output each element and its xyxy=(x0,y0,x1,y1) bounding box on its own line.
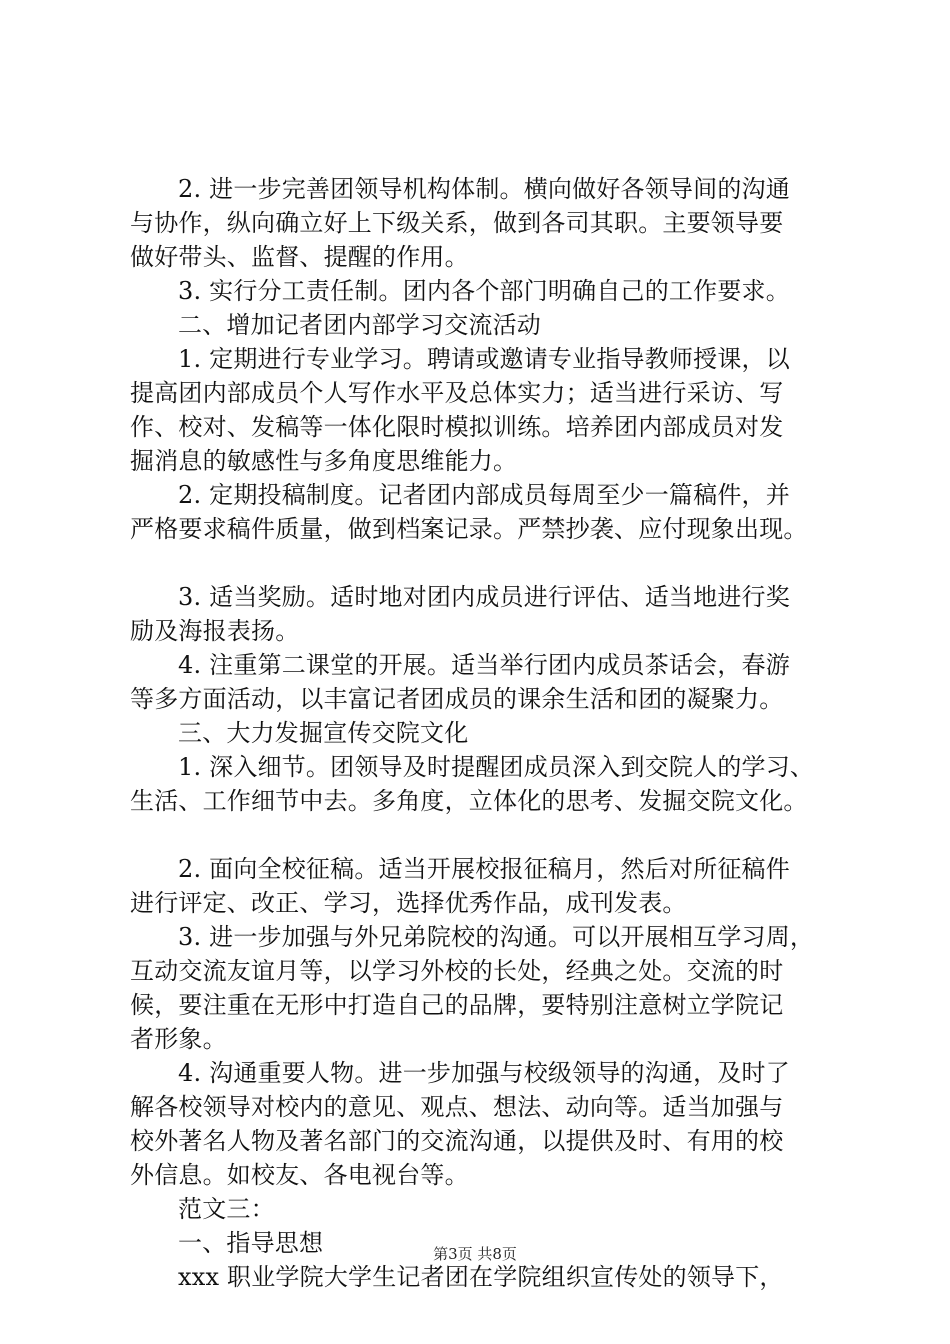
document-body xyxy=(130,172,832,1294)
text-line: 与协作，纵向确立好上下级关系，做到各司其职。主要领导要 xyxy=(130,209,784,237)
blank-line xyxy=(130,818,832,852)
text-line: 范文三： xyxy=(178,1195,275,1223)
text-line: 励及海报表扬。 xyxy=(130,617,300,645)
text-line: 2. 定期投稿制度。记者团内部成员每周至少一篇稿件，并 xyxy=(178,481,790,509)
page-footer: 第3页 共8页 xyxy=(433,1245,517,1263)
text-line: 4. 沟通重要人物。进一步加强与校级领导的沟通，及时了 xyxy=(178,1059,790,1087)
text-line: 1. 定期进行专业学习。聘请或邀请专业指导教师授课，以 xyxy=(178,345,790,373)
text-line: 外信息。如校友、各电视台等。 xyxy=(130,1161,469,1189)
text-line: 提高团内部成员个人写作水平及总体实力；适当进行采访、写 xyxy=(130,379,784,407)
text-line: 二、增加记者团内部学习交流活动 xyxy=(178,311,541,339)
text-line: 互动交流友谊月等，以学习外校的长处，经典之处。交流的时 xyxy=(130,957,784,985)
text-line: 作、校对、发稿等一体化限时模拟训练。培养团内部成员对发 xyxy=(130,413,784,441)
text-line: 2. 面向全校征稿。适当开展校报征稿月，然后对所征稿件 xyxy=(178,855,790,883)
text-line: 候，要注重在无形中打造自己的品牌，要特别注意树立学院记 xyxy=(130,991,784,1019)
text-line: 3. 进一步加强与外兄弟院校的沟通。可以开展相互学习周， xyxy=(178,923,815,951)
text-line: 2. 进一步完善团领导机构体制。横向做好各领导间的沟通 xyxy=(178,175,790,203)
text-line: 掘消息的敏感性与多角度思维能力。 xyxy=(130,447,518,475)
text-line: 做好带头、监督、提醒的作用。 xyxy=(130,243,469,271)
text-line: 生活、工作细节中去。多角度，立体化的思考、发掘交院文化。 xyxy=(130,787,808,815)
text-line: 进行评定、改正、学习，选择优秀作品，成刊发表。 xyxy=(130,889,687,917)
text-line: 等多方面活动，以丰富记者团成员的课余生活和团的凝聚力。 xyxy=(130,685,784,713)
text-line: 一、指导思想 xyxy=(178,1229,324,1257)
text-line: 校外著名人物及著名部门的交流沟通，以提供及时、有用的校 xyxy=(130,1127,784,1155)
text-line: 严格要求稿件质量，做到档案记录。严禁抄袭、应付现象出现。 xyxy=(130,515,808,543)
text-line: 解各校领导对校内的意见、观点、想法、动向等。适当加强与 xyxy=(130,1093,784,1121)
blank-line xyxy=(130,546,832,580)
text-line: 3. 实行分工责任制。团内各个部门明确自己的工作要求。 xyxy=(178,277,790,305)
text-line: 3. 适当奖励。适时地对团内成员进行评估、适当地进行奖 xyxy=(178,583,790,611)
text-line: 者形象。 xyxy=(130,1025,227,1053)
text-line: 1. 深入细节。团领导及时提醒团成员深入到交院人的学习、 xyxy=(178,753,815,781)
text-line: xxx 职业学院大学生记者团在学院组织宣传处的领导下， xyxy=(178,1263,784,1291)
text-line: 4. 注重第二课堂的开展。适当举行团内成员茶话会，春游 xyxy=(178,651,790,679)
text-line: 三、大力发掘宣传交院文化 xyxy=(178,719,469,747)
